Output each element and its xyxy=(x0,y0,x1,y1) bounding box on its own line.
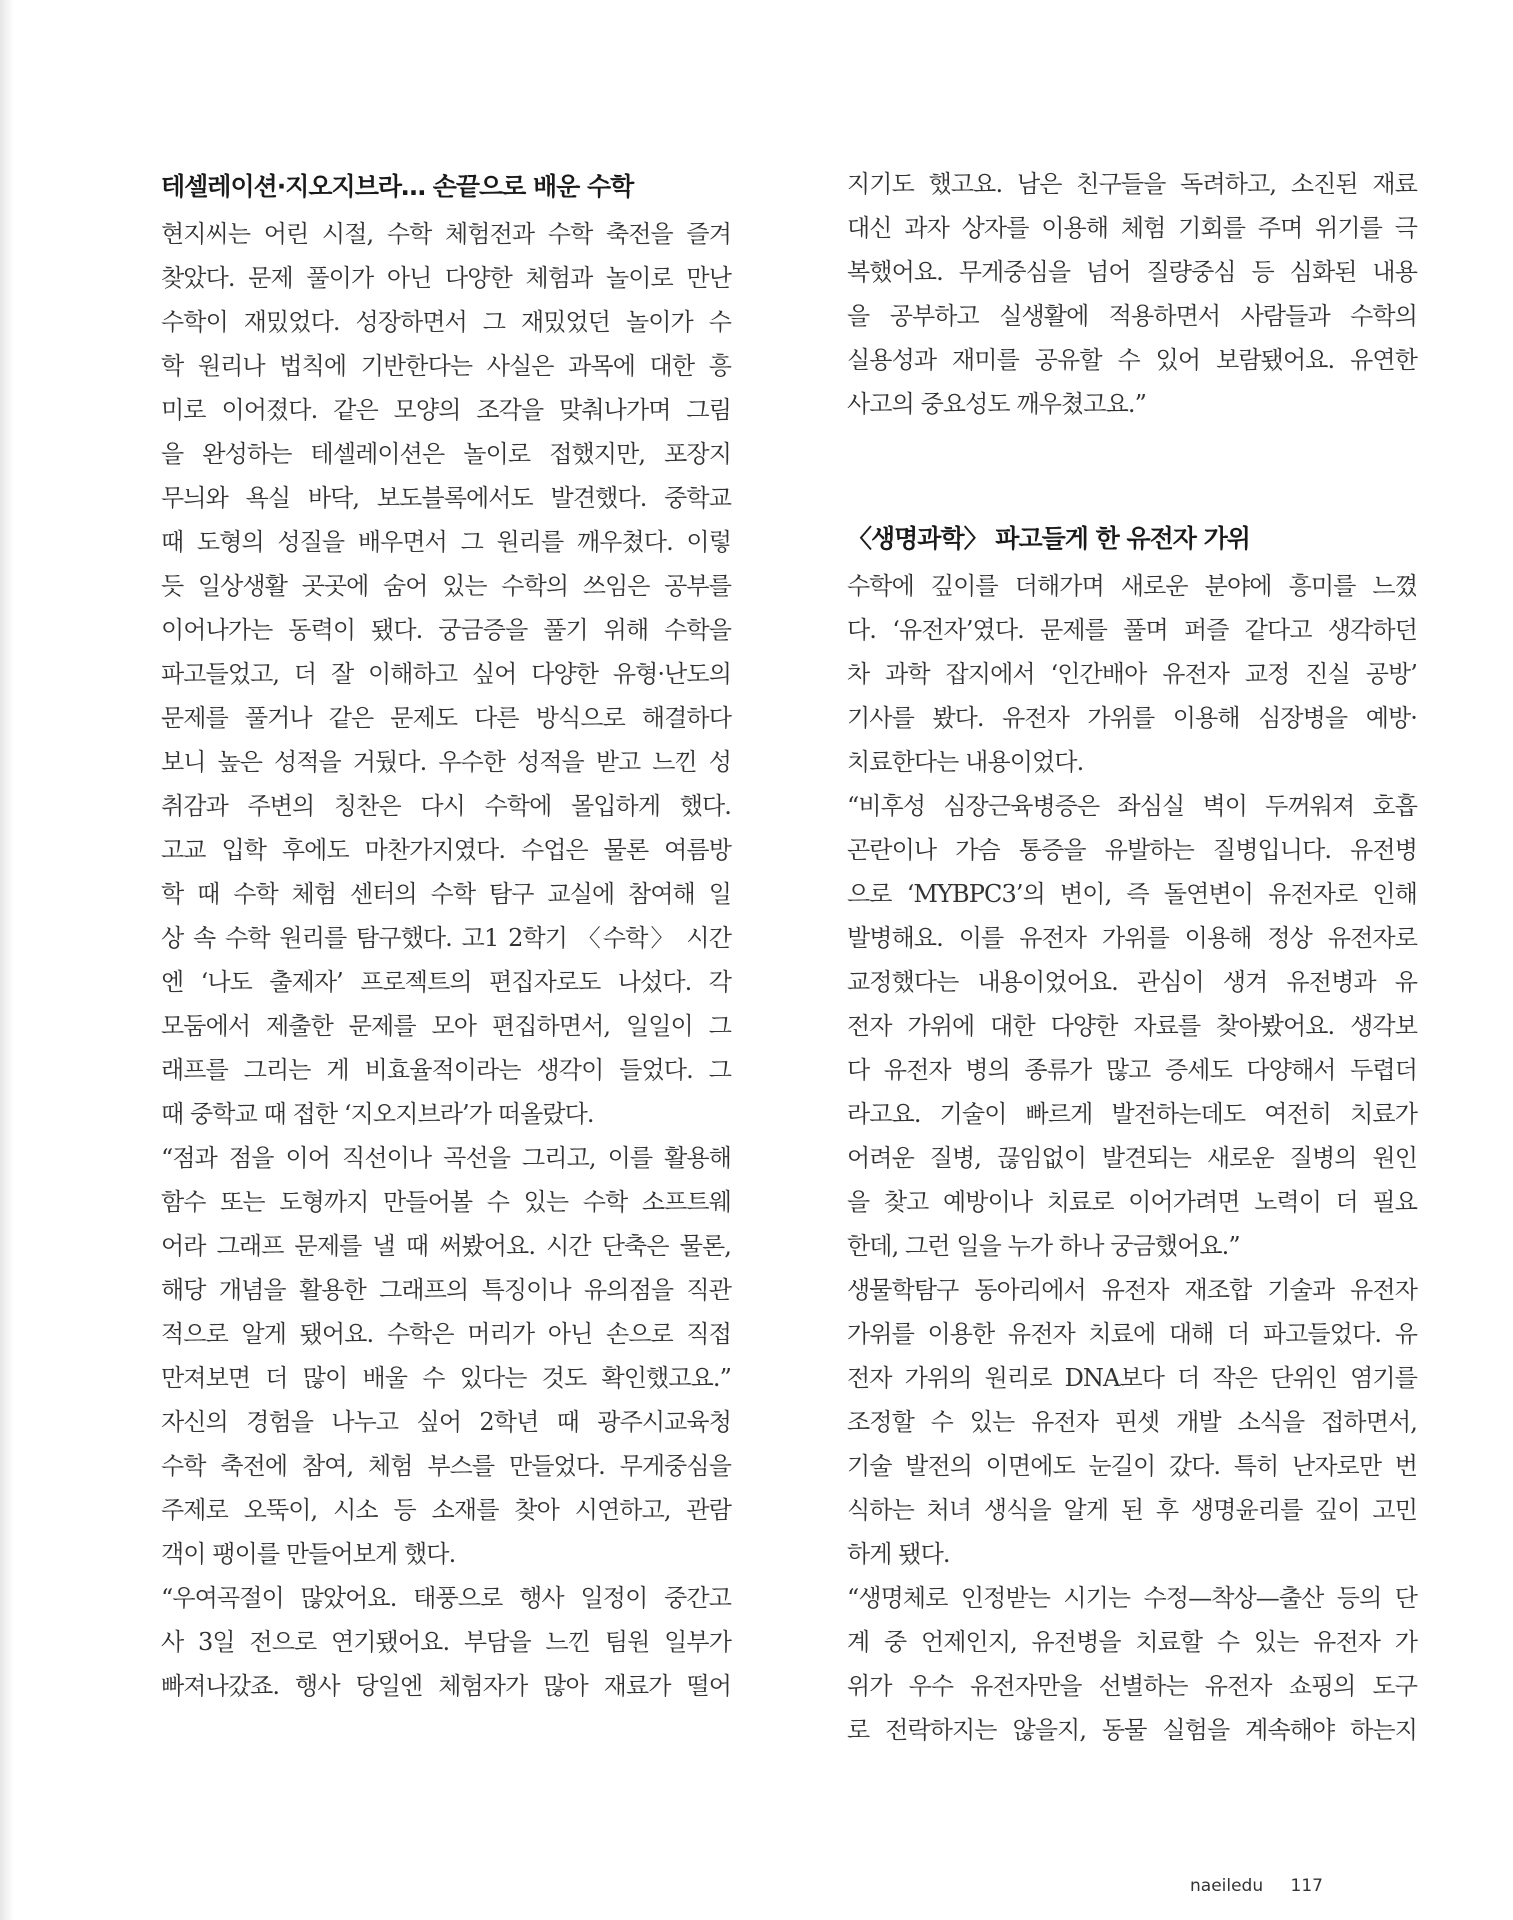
text-line: 수학이 재밌었다. 성장하면서 그 재밌었던 놀이가 수 xyxy=(161,308,731,336)
text-line: “비후성 심장근육병증은 좌심실 벽이 두꺼워져 호흡 xyxy=(847,792,1417,820)
text-line: 을 공부하고 실생활에 적용하면서 사람들과 수학의 xyxy=(847,302,1417,330)
text-line: 학 때 수학 체험 센터의 수학 탐구 교실에 참여해 일 xyxy=(161,880,731,908)
text-line: 다. ‘유전자’였다. 문제를 풀며 퍼즐 같다고 생각하던 xyxy=(847,616,1417,644)
text-line: “점과 점을 이어 직선이나 곡선을 그리고, 이를 활용해 xyxy=(161,1144,731,1172)
text-line: 찾았다. 문제 풀이가 아닌 다양한 체험과 놀이로 만난 xyxy=(161,264,731,292)
text-line: 이어나가는 동력이 됐다. 궁금증을 풀기 위해 수학을 xyxy=(161,616,731,644)
text-line: 라고요. 기술이 빠르게 발전하는데도 여전히 치료가 xyxy=(847,1100,1417,1128)
text-line: 자신의 경험을 나누고 싶어 2학년 때 광주시교육청 xyxy=(161,1408,731,1436)
page-number: 117 xyxy=(1290,1876,1323,1896)
text-line: 문제를 풀거나 같은 문제도 다른 방식으로 해결하다 xyxy=(161,704,731,732)
text-line: 어라 그래프 문제를 낼 때 써봤어요. 시간 단축은 물론, xyxy=(161,1232,731,1260)
text-line: 현지씨는 어린 시절, 수학 체험전과 수학 축전을 즐겨 xyxy=(161,220,731,248)
text-line: 파고들었고, 더 잘 이해하고 싶어 다양한 유형·난도의 xyxy=(161,660,731,688)
text-line: 미로 이어졌다. 같은 모양의 조각을 맞춰나가며 그림 xyxy=(161,396,731,424)
footer-brand: naeiledu xyxy=(1190,1876,1264,1896)
text-line: 계 중 언제인지, 유전병을 치료할 수 있는 유전자 가 xyxy=(847,1628,1417,1656)
text-line: 생물학탐구 동아리에서 유전자 재조합 기술과 유전자 xyxy=(847,1276,1417,1304)
page-gutter-shadow xyxy=(0,0,14,1920)
text-line: 으로 ‘MYBPC3’의 변이, 즉 돌연변이 유전자로 인해 xyxy=(847,880,1417,908)
text-line: 상 속 수학 원리를 탐구했다. 고1 2학기 〈수학〉 시간 xyxy=(161,924,731,952)
text-line: 전자 가위의 원리로 DNA보다 더 작은 단위인 염기를 xyxy=(847,1364,1417,1392)
text-line: “우여곡절이 많았어요. 태풍으로 행사 일정이 중간고 xyxy=(161,1584,731,1612)
text-line: 조정할 수 있는 유전자 핀셋 개발 소식을 접하면서, xyxy=(847,1408,1417,1436)
text-line: 하게 됐다. xyxy=(847,1540,950,1568)
text-line: 교정했다는 내용이었어요. 관심이 생겨 유전병과 유 xyxy=(847,968,1417,996)
text-line: 학 원리나 법칙에 기반한다는 사실은 과목에 대한 흥 xyxy=(161,352,731,380)
text-line: 수학에 깊이를 더해가며 새로운 분야에 흥미를 느꼈 xyxy=(847,572,1417,600)
text-line: 치료한다는 내용이었다. xyxy=(847,748,1084,776)
text-line: 사 3일 전으로 연기됐어요. 부담을 느낀 팀원 일부가 xyxy=(161,1628,731,1656)
text-line: 차 과학 잡지에서 ‘인간배아 유전자 교정 진실 공방’ xyxy=(847,660,1417,688)
text-line: 모둠에서 제출한 문제를 모아 편집하면서, 일일이 그 xyxy=(161,1012,731,1040)
text-line: 실용성과 재미를 공유할 수 있어 보람됐어요. 유연한 xyxy=(847,346,1417,374)
section-heading-math: 테셀레이션·지오지브라… 손끝으로 배운 수학 xyxy=(161,172,634,201)
text-line: 지기도 했고요. 남은 친구들을 독려하고, 소진된 재료 xyxy=(847,170,1417,198)
text-line: 때 중학교 때 접한 ‘지오지브라’가 떠올랐다. xyxy=(161,1100,594,1128)
text-line: 고교 입학 후에도 마찬가지였다. 수업은 물론 여름방 xyxy=(161,836,731,864)
text-line: 한데, 그런 일을 누가 하나 궁금했어요.” xyxy=(847,1232,1240,1260)
text-line: 해당 개념을 활용한 그래프의 특징이나 유의점을 직관 xyxy=(161,1276,731,1304)
section-heading-biology: 〈생명과학〉 파고들게 한 유전자 가위 xyxy=(847,524,1250,553)
text-line: 곤란이나 가슴 통증을 유발하는 질병입니다. 유전병 xyxy=(847,836,1417,864)
text-line: 을 완성하는 테셀레이션은 놀이로 접했지만, 포장지 xyxy=(161,440,731,468)
text-line: 가위를 이용한 유전자 치료에 대해 더 파고들었다. 유 xyxy=(847,1320,1417,1348)
left-body xyxy=(161,212,731,1708)
text-line: 발병해요. 이를 유전자 가위를 이용해 정상 유전자로 xyxy=(847,924,1417,952)
text-line: 객이 팽이를 만들어보게 했다. xyxy=(161,1540,456,1568)
text-line: 때 도형의 성질을 배우면서 그 원리를 깨우쳤다. 이렇 xyxy=(161,528,731,556)
text-line: 복했어요. 무게중심을 넘어 질량중심 등 심화된 내용 xyxy=(847,258,1417,286)
text-line: 을 찾고 예방이나 치료로 이어가려면 노력이 더 필요 xyxy=(847,1188,1417,1216)
text-line: 보니 높은 성적을 거뒀다. 우수한 성적을 받고 느낀 성 xyxy=(161,748,731,776)
text-line: 취감과 주변의 칭찬은 다시 수학에 몰입하게 했다. xyxy=(161,792,731,820)
text-line: 다 유전자 병의 종류가 많고 증세도 다양해서 두렵더 xyxy=(847,1056,1417,1084)
page-footer xyxy=(1190,1876,1323,1896)
text-line: 주제로 오뚝이, 시소 등 소재를 찾아 시연하고, 관람 xyxy=(161,1496,731,1524)
text-line: 식하는 처녀 생식을 알게 된 후 생명윤리를 깊이 고민 xyxy=(847,1496,1417,1524)
text-line: 로 전락하지는 않을지, 동물 실험을 계속해야 하는지 xyxy=(847,1716,1417,1744)
text-line: 함수 또는 도형까지 만들어볼 수 있는 수학 소프트웨 xyxy=(161,1188,731,1216)
text-line: “생명체로 인정받는 시기는 수정—착상—출산 등의 단 xyxy=(847,1584,1417,1612)
right-column xyxy=(847,162,1417,1752)
text-line: 무늬와 욕실 바닥, 보도블록에서도 발견했다. 중학교 xyxy=(161,484,731,512)
text-line: 위가 우수 유전자만을 선별하는 유전자 쇼핑의 도구 xyxy=(847,1672,1417,1700)
text-line: 어려운 질병, 끊임없이 발견되는 새로운 질병의 원인 xyxy=(847,1144,1417,1172)
text-line: 전자 가위에 대한 다양한 자료를 찾아봤어요. 생각보 xyxy=(847,1012,1417,1040)
right-body-bottom xyxy=(847,564,1417,1752)
text-line: 기술 발전의 이면에도 눈길이 갔다. 특히 난자로만 번 xyxy=(847,1452,1417,1480)
section-spacer xyxy=(847,426,1417,514)
text-line: 래프를 그리는 게 비효율적이라는 생각이 들었다. 그 xyxy=(161,1056,731,1084)
text-line: 엔 ‘나도 출제자’ 프로젝트의 편집자로도 나섰다. 각 xyxy=(161,968,731,996)
left-column xyxy=(161,162,731,1708)
text-line: 사고의 중요성도 깨우쳤고요.” xyxy=(847,390,1146,418)
text-line: 수학 축전에 참여, 체험 부스를 만들었다. 무게중심을 xyxy=(161,1452,731,1480)
text-line: 대신 과자 상자를 이용해 체험 기회를 주며 위기를 극 xyxy=(847,214,1417,242)
text-line: 만져보면 더 많이 배울 수 있다는 것도 확인했고요.” xyxy=(161,1364,731,1392)
text-line: 듯 일상생활 곳곳에 숨어 있는 수학의 쓰임은 공부를 xyxy=(161,572,731,600)
text-line: 빠져나갔죠. 행사 당일엔 체험자가 많아 재료가 떨어 xyxy=(161,1672,731,1700)
text-line: 기사를 봤다. 유전자 가위를 이용해 심장병을 예방· xyxy=(847,704,1417,732)
text-line: 적으로 알게 됐어요. 수학은 머리가 아닌 손으로 직접 xyxy=(161,1320,731,1348)
right-body-top xyxy=(847,162,1417,426)
